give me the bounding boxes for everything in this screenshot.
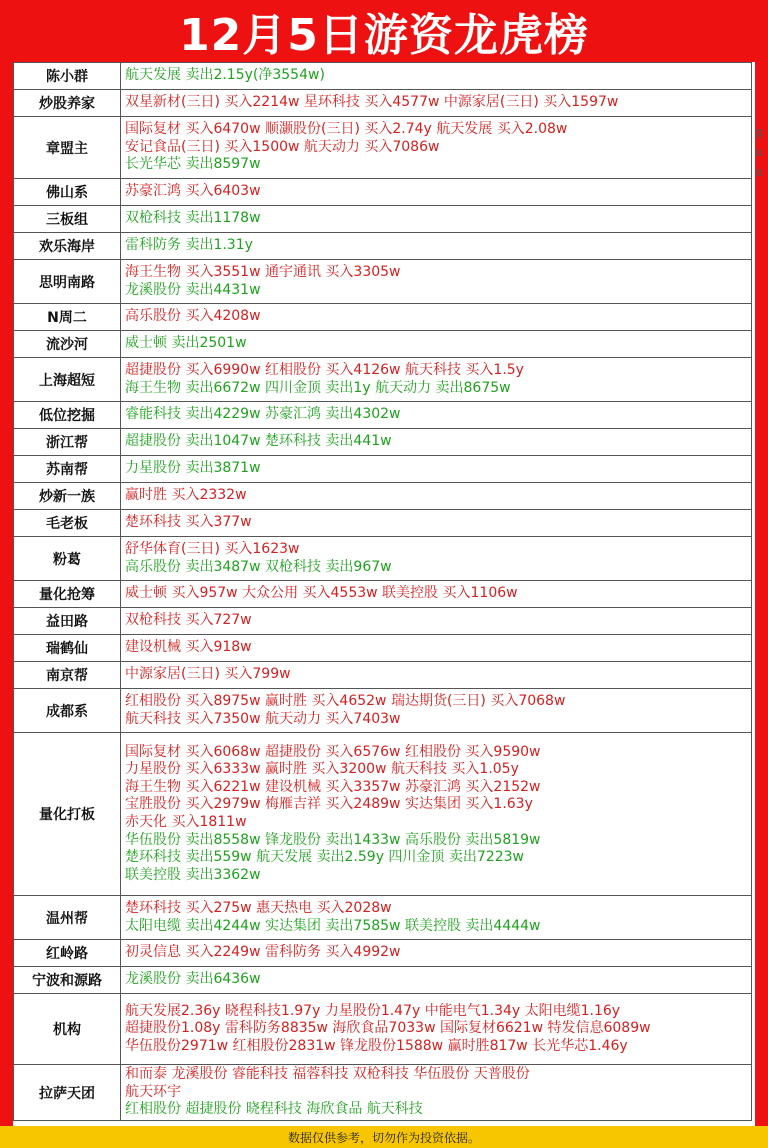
- sell-entry: 高乐股份 卖出3487w 双枪科技 卖出967w: [125, 558, 392, 575]
- trader-name: 瑞鹤仙: [14, 635, 121, 662]
- trade-line: [125, 380, 747, 398]
- trader-name: 南京帮: [14, 662, 121, 689]
- trade-cell: [121, 429, 752, 456]
- sell-entry: 航天发展 卖出2.15y(净3554w): [125, 67, 325, 84]
- trade-cell: [121, 608, 752, 635]
- table-row: [14, 483, 752, 510]
- footer-disclaimer: 数据仅供参考，切勿作为投资依据。: [0, 1126, 768, 1148]
- sell-entry: 海王生物 卖出6672w 四川金顶 卖出1y 航天动力 卖出8675w: [125, 379, 511, 396]
- trader-name: 拉萨天团: [14, 1065, 121, 1121]
- trade-line: [125, 67, 747, 85]
- buy-entry: 赢时胜 买入2332w: [125, 487, 247, 504]
- table-row: [14, 117, 752, 179]
- trade-line: [125, 308, 747, 326]
- buy-entry: 双星新材(三日) 买入2214w 星环科技 买入4577w 中源家居(三日) 买入1597w: [125, 94, 619, 111]
- trader-name: 上海超短: [14, 358, 121, 402]
- sell-entry: 超捷股份 卖出1047w 楚环科技 卖出441w: [125, 433, 392, 450]
- trader-name: 思明南路: [14, 260, 121, 304]
- trade-cell: [121, 940, 752, 967]
- trade-line: [125, 237, 747, 255]
- table-row: [14, 581, 752, 608]
- table-body: [14, 63, 752, 1121]
- buy-entry: 初灵信息 买入2249w 雷科防务 买入4992w: [125, 944, 401, 961]
- trade-cell: [121, 483, 752, 510]
- trade-cell: [121, 206, 752, 233]
- table-row: [14, 402, 752, 429]
- table-row: [14, 537, 752, 581]
- buy-entry: 高乐股份 买入4208w: [125, 308, 261, 325]
- trade-line: [125, 559, 747, 577]
- trade-line: [125, 761, 747, 779]
- side-watermark: [754, 122, 764, 182]
- trader-name: 红岭路: [14, 940, 121, 967]
- table-row: [14, 662, 752, 689]
- sell-entry: 双枪科技 卖出1178w: [125, 210, 261, 227]
- table-row: [14, 896, 752, 940]
- trader-name: 毛老板: [14, 510, 121, 537]
- trade-cell: [121, 402, 752, 429]
- sell-entry: 龙溪股份 卖出6436w: [125, 971, 261, 988]
- trader-name: 益田路: [14, 608, 121, 635]
- trader-name: 宁波和源路: [14, 967, 121, 994]
- trade-cell: [121, 63, 752, 90]
- buy-entry: 华伍股份2971w 红相股份2831w 锋龙股份1588w 赢时胜817w 长光华芯1.46y: [125, 1037, 628, 1054]
- trade-line: [125, 406, 747, 424]
- trading-table: [13, 62, 752, 1121]
- buy-entry: 建设机械 买入918w: [125, 639, 252, 656]
- buy-entry: 宝胜股份 买入2979w 梅雁吉祥 买入2489w 实达集团 买入1.63y: [125, 796, 533, 813]
- buy-entry: 舒华体育(三日) 买入1623w: [125, 540, 300, 557]
- trade-line: [125, 918, 747, 936]
- table-row: [14, 63, 752, 90]
- trade-cell: [121, 581, 752, 608]
- trade-line: [125, 335, 747, 353]
- trader-name: 温州帮: [14, 896, 121, 940]
- trade-line: [125, 971, 747, 989]
- trader-name: 粉葛: [14, 537, 121, 581]
- trade-line: [125, 744, 747, 762]
- header-banner: [0, 0, 768, 62]
- sell-entry: 联美控股 卖出3362w: [125, 866, 261, 883]
- buy-entry: 超捷股份 买入6990w 红相股份 买入4126w 航天科技 买入1.5y: [125, 361, 524, 378]
- trader-name: 佛山系: [14, 179, 121, 206]
- buy-entry: 航天发展2.36y 晓程科技1.97y 力星股份1.47y 中能电气1.34y 太阳电缆1.16y: [125, 1002, 621, 1019]
- sell-entry: 龙溪股份 卖出4431w: [125, 281, 261, 298]
- trade-cell: [121, 662, 752, 689]
- trade-line: [125, 460, 747, 478]
- buy-entry: 国际复材 买入6068w 超捷股份 买入6576w 红相股份 买入9590w: [125, 743, 541, 760]
- sell-entry: 雷科防务 卖出1.31y: [125, 237, 253, 254]
- trade-line: [125, 156, 747, 174]
- buy-entry: 威士顿 买入957w 大众公用 买入4553w 联美控股 买入1106w: [125, 585, 518, 602]
- trade-cell: [121, 510, 752, 537]
- trade-line: [125, 1084, 747, 1102]
- sell-entry: 睿能科技 卖出4229w 苏豪汇鸿 卖出4302w: [125, 406, 401, 423]
- table-row: [14, 456, 752, 483]
- trade-cell: [121, 994, 752, 1065]
- table-row: [14, 967, 752, 994]
- trade-line: [125, 711, 747, 729]
- trade-line: [125, 1038, 747, 1056]
- trade-cell: [121, 896, 752, 940]
- buy-entry: 航天科技 买入7350w 航天动力 买入7403w: [125, 710, 401, 727]
- table-row: [14, 510, 752, 537]
- trade-line: [125, 487, 747, 505]
- sell-entry: 长光华芯 卖出8597w: [125, 156, 261, 173]
- trade-line: [125, 779, 747, 797]
- trade-line: [125, 612, 747, 630]
- trade-line: [125, 541, 747, 559]
- trader-name: 欢乐海岸: [14, 233, 121, 260]
- buy-entry: 楚环科技 买入377w: [125, 514, 252, 531]
- left-border: [0, 0, 13, 1126]
- sell-entry: 威士顿 卖出2501w: [125, 335, 247, 352]
- trade-line: [125, 666, 747, 684]
- trade-cell: [121, 304, 752, 331]
- trade-line: [125, 433, 747, 451]
- buy-entry: 力星股份 买入6333w 赢时胜 买入3200w 航天科技 买入1.05y: [125, 761, 519, 778]
- table-row: [14, 689, 752, 733]
- trade-line: [125, 900, 747, 918]
- trade-cell: [121, 260, 752, 304]
- trade-line: [125, 832, 747, 850]
- trade-line: [125, 282, 747, 300]
- table-row: [14, 358, 752, 402]
- trade-line: [125, 639, 747, 657]
- sell-entry: 红相股份 超捷股份 晓程科技 海欣食品 航天科技: [125, 1101, 423, 1118]
- trade-cell: [121, 1065, 752, 1121]
- trade-line: [125, 210, 747, 228]
- buy-entry: 中源家居(三日) 买入799w: [125, 666, 291, 683]
- trade-line: [125, 585, 747, 603]
- trade-cell: [121, 537, 752, 581]
- trader-name: 机构: [14, 994, 121, 1065]
- table-row: [14, 233, 752, 260]
- trade-cell: [121, 967, 752, 994]
- trade-line: [125, 867, 747, 885]
- trade-line: [125, 796, 747, 814]
- trade-line: [125, 944, 747, 962]
- trade-cell: [121, 90, 752, 117]
- page-title: 12月5日游资龙虎榜: [179, 10, 589, 61]
- table-row: [14, 733, 752, 896]
- buy-entry: 国际复材 买入6470w 顺灏股份(三日) 买入2.74y 航天发展 买入2.08w: [125, 121, 568, 138]
- trader-name: 量化打板: [14, 733, 121, 896]
- trade-cell: [121, 456, 752, 483]
- trade-line: [125, 514, 747, 532]
- table-row: [14, 90, 752, 117]
- trader-name: 流沙河: [14, 331, 121, 358]
- table-row: [14, 994, 752, 1065]
- trade-line: [125, 121, 747, 139]
- table-row: [14, 608, 752, 635]
- sell-entry: 楚环科技 卖出559w 航天发展 卖出2.59y 四川金顶 卖出7223w: [125, 849, 524, 866]
- buy-entry: 海王生物 买入6221w 建设机械 买入3357w 苏豪汇鸿 买入2152w: [125, 778, 541, 795]
- trader-name: 成都系: [14, 689, 121, 733]
- table-row: [14, 940, 752, 967]
- trader-name: 量化抢筹: [14, 581, 121, 608]
- sell-entry: 华伍股份 卖出8558w 锋龙股份 卖出1433w 高乐股份 卖出5819w: [125, 831, 541, 848]
- buy-entry: 和而泰 龙溪股份 睿能科技 福蓉科技 双枪科技 华伍股份 天普股份: [125, 1066, 530, 1083]
- table-row: [14, 635, 752, 662]
- table-row: [14, 206, 752, 233]
- trade-line: [125, 183, 747, 201]
- trade-line: [125, 1066, 747, 1084]
- trade-line: [125, 1101, 747, 1119]
- trader-name: 浙江帮: [14, 429, 121, 456]
- watermark-text: guo: [755, 125, 763, 179]
- trade-cell: [121, 179, 752, 206]
- trader-name: 炒新一族: [14, 483, 121, 510]
- table-row: [14, 429, 752, 456]
- table-row: [14, 260, 752, 304]
- trader-name: N周二: [14, 304, 121, 331]
- table-row: [14, 1065, 752, 1121]
- trade-cell: [121, 689, 752, 733]
- buy-entry: 双枪科技 买入727w: [125, 612, 252, 629]
- trade-cell: [121, 733, 752, 896]
- trade-line: [125, 693, 747, 711]
- trade-cell: [121, 358, 752, 402]
- table-row: [14, 331, 752, 358]
- sell-entry: 太阳电缆 卖出4244w 实达集团 卖出7585w 联美控股 卖出4444w: [125, 917, 541, 934]
- buy-entry: 航天环宇: [125, 1083, 181, 1100]
- buy-entry: 苏豪汇鸿 买入6403w: [125, 183, 261, 200]
- trade-line: [125, 362, 747, 380]
- trade-line: [125, 1003, 747, 1021]
- buy-entry: 赤天化 买入1811w: [125, 814, 247, 830]
- buy-entry: 楚环科技 买入275w 惠天热电 买入2028w: [125, 899, 392, 916]
- trader-name: 陈小群: [14, 63, 121, 90]
- buy-entry: 海王生物 买入3551w 通宇通讯 买入3305w: [125, 263, 401, 280]
- trade-line: [125, 264, 747, 282]
- trade-line: [125, 849, 747, 867]
- trader-name: 低位挖掘: [14, 402, 121, 429]
- trade-cell: [121, 635, 752, 662]
- trader-name: 章盟主: [14, 117, 121, 179]
- trade-line: [125, 814, 747, 832]
- buy-entry: 红相股份 买入8975w 赢时胜 买入4652w 瑞达期货(三日) 买入7068w: [125, 692, 566, 709]
- table-row: [14, 304, 752, 331]
- trader-name: 苏南帮: [14, 456, 121, 483]
- trader-name: 炒股养家: [14, 90, 121, 117]
- buy-entry: 超捷股份1.08y 雷科防务8835w 海欣食品7033w 国际复材6621w 特发信息6089w: [125, 1020, 651, 1037]
- buy-entry: 安记食品(三日) 买入1500w 航天动力 买入7086w: [125, 138, 440, 155]
- sell-entry: 力星股份 卖出3871w: [125, 460, 261, 477]
- trade-cell: [121, 117, 752, 179]
- trade-line: [125, 139, 747, 157]
- trader-name: 三板组: [14, 206, 121, 233]
- trade-cell: [121, 233, 752, 260]
- trade-line: [125, 94, 747, 112]
- trade-line: [125, 1020, 747, 1038]
- trade-cell: [121, 331, 752, 358]
- table-row: [14, 179, 752, 206]
